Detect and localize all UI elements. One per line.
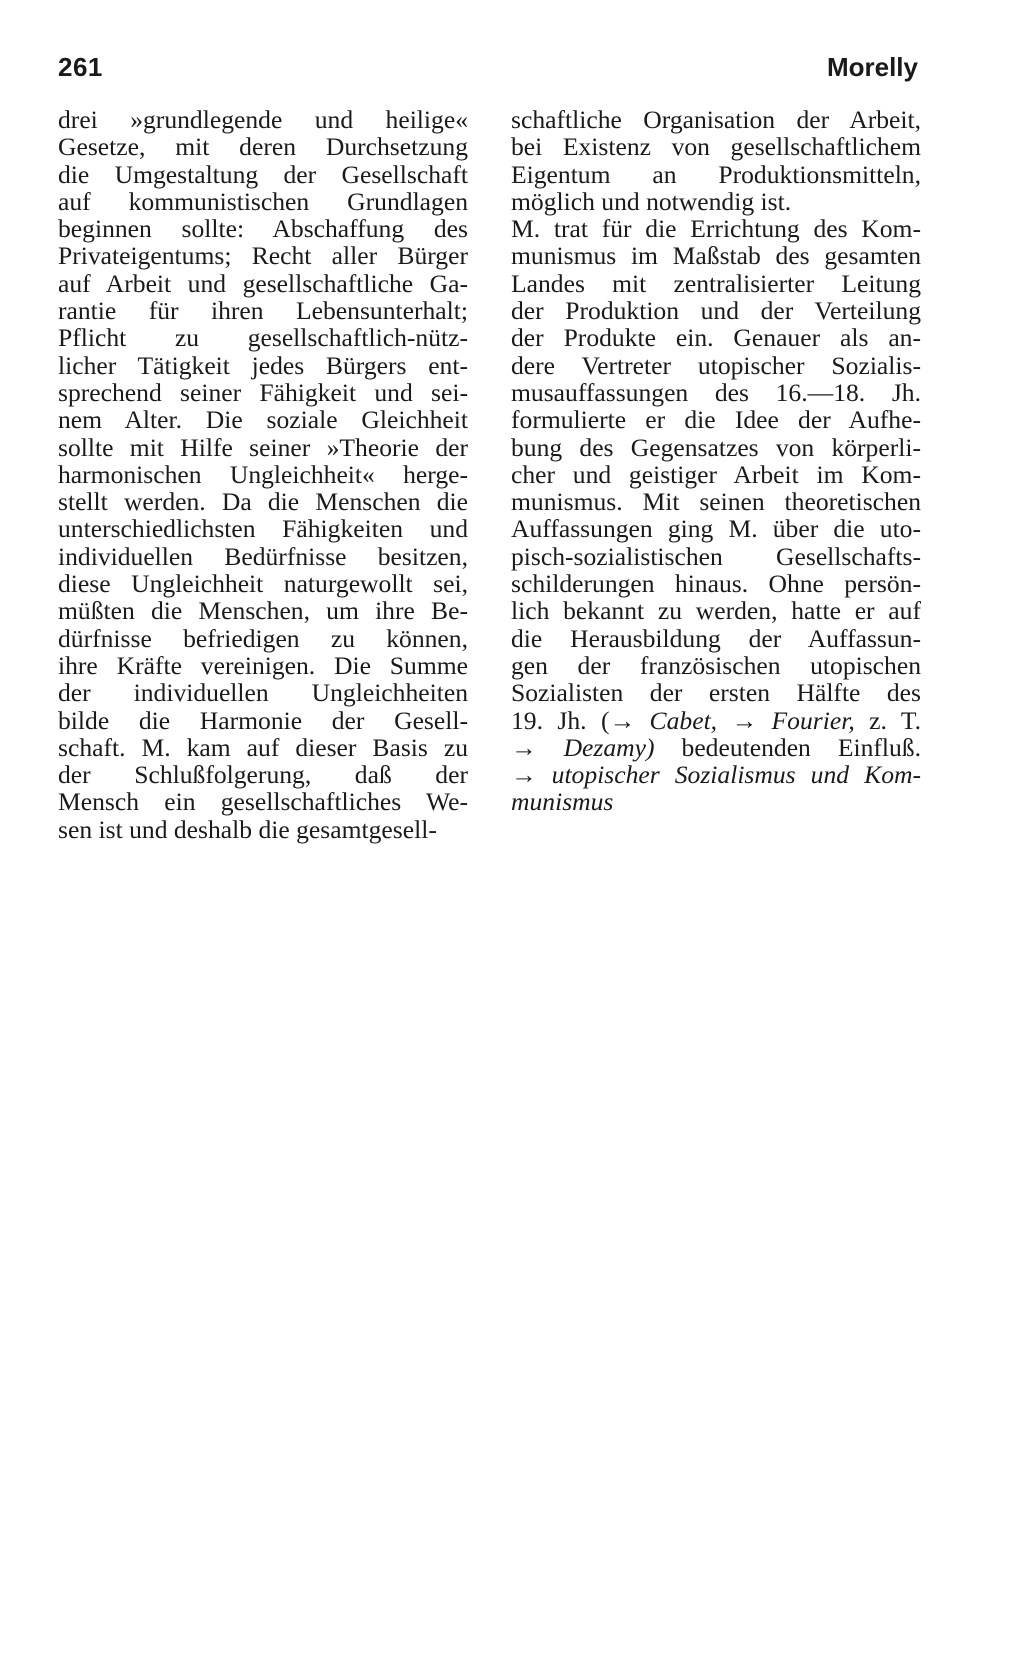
text-line-26: Mensch ein gesellschaftliches We- — [58, 787, 468, 817]
text-line-14: harmonischen Ungleichheit« herge- — [58, 459, 468, 489]
page-number: 261 — [58, 52, 103, 82]
text-line-23: 19. Jh. (→ Cabet, → Fourier, z. T. — [511, 705, 921, 735]
text-line-10: licher Tätigkeit jedes Bürgers ent- — [58, 350, 468, 380]
arrow-icon: → — [731, 705, 758, 735]
left-column — [58, 106, 468, 843]
text-line-23: bilde die Harmonie der Gesell- — [58, 705, 468, 735]
text-line-24: schaft. M. kam auf dieser Basis zu — [58, 732, 468, 762]
text-line-5: M. trat für die Errichtung des Kom- — [511, 214, 921, 244]
text-line-26[interactable]: munismus — [511, 787, 614, 817]
text-line-12: nem Alter. Die soziale Gleichheit — [58, 405, 468, 435]
text-line-8: rantie für ihren Lebensunterhalt; — [58, 296, 468, 326]
text-line-13: bung des Gegensatzes von körperli- — [511, 432, 921, 462]
text-line-2: Gesetze, mit deren Durchsetzung — [58, 132, 468, 162]
text-line-19: müßten die Menschen, um ihre Be- — [58, 596, 468, 626]
text-line-9: der Produkte ein. Genauer als an- — [511, 323, 921, 353]
arrow-icon: → — [511, 732, 537, 762]
text-line-1: drei »grundlegende und heilige« — [58, 105, 468, 134]
text-line-7: Landes mit zentralisierter Leitung — [511, 268, 921, 298]
text-line-17: individuellen Bedürfnisse besitzen, — [58, 541, 468, 571]
reference-fourier[interactable]: Fourier, — [757, 705, 855, 735]
text-line-15: stellt werden. Da die Menschen die — [58, 487, 468, 517]
text-line-6: Privateigentums; Recht aller Bürger — [58, 241, 468, 271]
text-line-12: formulierte er die Idee der Aufhe- — [511, 405, 921, 435]
text-line-3: Eigentum an Produktionsmitteln, — [511, 159, 921, 189]
text-line-11: sprechend seiner Fähigkeit und sei- — [58, 377, 468, 407]
reference-cabet[interactable]: Cabet, — [635, 705, 732, 735]
text-line-27: sen ist und deshalb die gesamtgesell- — [58, 814, 437, 844]
text-line-24: → Dezamy) bedeutenden Einfluß. — [511, 732, 921, 762]
text-line-3: die Umgestaltung der Gesellschaft — [58, 159, 468, 189]
text-line-16: unterschiedlichsten Fähigkeiten und — [58, 514, 468, 544]
text-line-4: auf kommunistischen Grundlagen — [58, 186, 468, 216]
text-line-22: der individuellen Ungleichheiten — [58, 678, 468, 708]
arrow-icon: → — [609, 705, 636, 735]
text-line-25 — [511, 761, 921, 788]
text-line-18: diese Ungleichheit naturgewollt sei, — [58, 569, 468, 599]
text-line-7: auf Arbeit und gesellschaftliche Ga- — [58, 268, 468, 298]
text-line-17: pisch-sozialistischen Gesellschafts- — [511, 541, 921, 571]
reference-utopischer-sozialismus[interactable]: utopischer Sozialismus und Kom- — [536, 760, 921, 790]
text-line-8: der Produktion und der Verteilung — [511, 296, 921, 326]
text-line-14: cher und geistiger Arbeit im Kom- — [511, 459, 921, 489]
text-line-21: gen der französischen utopischen — [511, 650, 921, 680]
right-column — [511, 106, 921, 816]
reference-dezamy[interactable]: Dezamy) — [536, 732, 655, 762]
text-line-20: die Herausbildung der Auffassun- — [511, 623, 921, 653]
text-line-20: dürfnisse befriedigen zu können, — [58, 623, 468, 653]
text-line-21: ihre Kräfte vereinigen. Die Summe — [58, 650, 468, 680]
text-line-6: munismus im Maßstab des gesamten — [511, 241, 921, 271]
running-head: Morelly — [826, 52, 918, 82]
text-line-5: beginnen sollte: Abschaffung des — [58, 214, 468, 244]
arrow-icon: → — [511, 760, 537, 790]
text-line-1: schaftliche Organisation der Arbeit, — [511, 105, 921, 134]
text-line-16: Auffassungen ging M. über die uto- — [511, 514, 921, 544]
text-line-2: bei Existenz von gesellschaftlichem — [511, 132, 921, 162]
text-line-9: Pflicht zu gesellschaftlich-nütz- — [58, 323, 468, 353]
text-line-22: Sozialisten der ersten Hälfte des — [511, 678, 921, 708]
text-line-4: möglich und notwendig ist. — [511, 186, 792, 216]
text-line-13: sollte mit Hilfe seiner »Theorie der — [58, 432, 468, 462]
text-line-10: dere Vertreter utopischer Sozialis- — [511, 350, 921, 380]
text-line-15: munismus. Mit seinen theoretischen — [511, 487, 921, 517]
text-line-19: lich bekannt zu werden, hatte er auf — [511, 596, 921, 626]
text-line-18: schilderungen hinaus. Ohne persön- — [511, 569, 921, 599]
text-line-11: musauffassungen des 16.—18. Jh. — [511, 377, 921, 407]
text-line-25: der Schlußfolgerung, daß der — [58, 760, 468, 790]
